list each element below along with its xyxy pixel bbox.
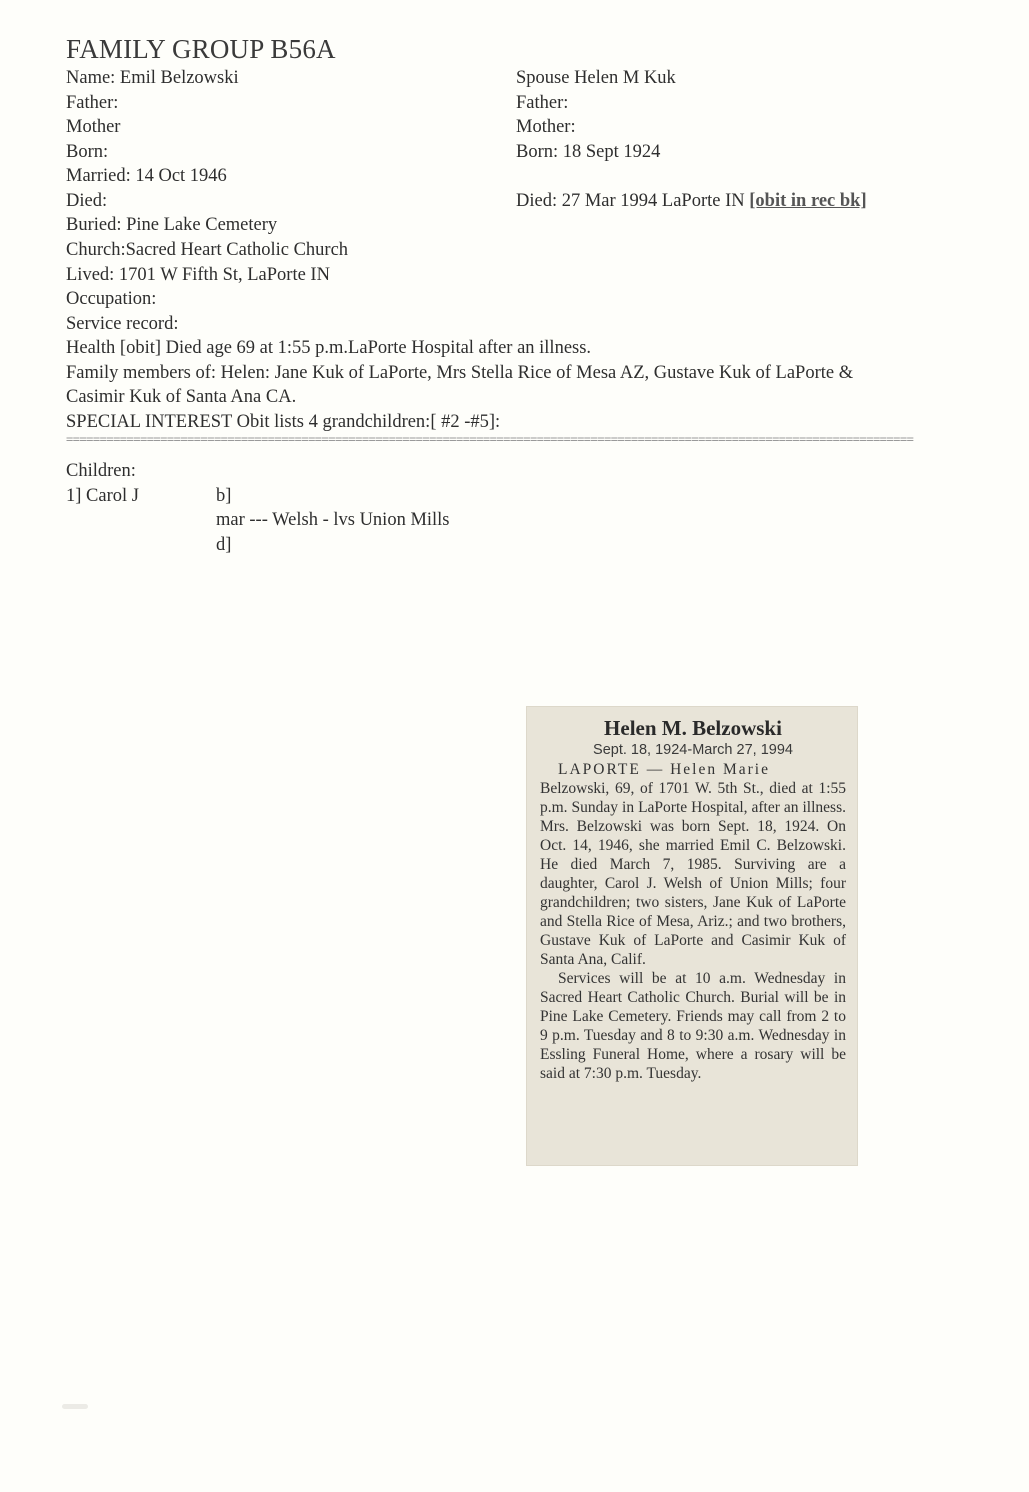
husband-died: Died: xyxy=(66,191,108,211)
obituary-paragraph-1: Belzowski, 69, of 1701 W. 5th St., died at 1:55 p.m. Sunday in LaPorte Hospital, after an illness. Mrs. Belzowski was born Sept. 18, 1924. On Oct. 14, 1946, she married Emil C. Belzowski. He died March 7, 1985. Surviving are a daughter, Carol J. Welsh of Union Mills; four grandchildren; two sisters, Jane Kuk of LaPorte and Stella Rice of Mesa, Ariz.; and two brothers, Gustave Kuk of LaPorte and Casimir Kuk of Santa Ana, Calif. xyxy=(540,780,846,968)
special-interest: SPECIAL INTEREST Obit lists 4 grandchildren:[ #2 -#5]: xyxy=(66,412,501,432)
family-members-line-1: Family members of: Helen: Jane Kuk of LaPorte, Mrs Stella Rice of Mesa AZ, Gustave Kuk of LaPorte & xyxy=(66,363,854,383)
obituary-body xyxy=(540,760,846,1083)
residence: Lived: 1701 W Fifth St, LaPorte IN xyxy=(66,265,330,285)
husband-father: Father: xyxy=(66,93,119,113)
occupation: Occupation: xyxy=(66,289,157,309)
church: Church:Sacred Heart Catholic Church xyxy=(66,240,349,260)
health-note: Health [obit] Died age 69 at 1:55 p.m.LaPorte Hospital after an illness. xyxy=(66,338,592,358)
spouse-father: Father: xyxy=(516,93,569,113)
service-record: Service record: xyxy=(66,314,179,334)
obituary-lead: LAPORTE — Helen Marie xyxy=(558,761,770,778)
scan-speck xyxy=(62,1404,88,1409)
children-label: Children: xyxy=(66,461,136,481)
obituary-dates: Sept. 18, 1924-March 27, 1994 xyxy=(593,742,793,758)
husband-name: Name: Emil Belzowski xyxy=(66,68,239,88)
spouse-died-line xyxy=(516,189,867,213)
husband-mother: Mother xyxy=(66,117,121,137)
child-1-name: 1] Carol J xyxy=(66,486,139,506)
burial: Buried: Pine Lake Cemetery xyxy=(66,215,278,235)
family-members-line-2: Casimir Kuk of Santa Ana CA. xyxy=(66,387,297,407)
section-divider: ============================================================================================================================== xyxy=(66,432,914,446)
child-1-married: mar --- Welsh - lvs Union Mills xyxy=(216,510,450,530)
husband-born: Born: xyxy=(66,142,109,162)
page-title: FAMILY GROUP B56A xyxy=(66,34,336,64)
obituary-paragraph-2: Services will be at 10 a.m. Wednesday in Sacred Heart Catholic Church. Burial will be in Pine Lake Cemetery. Friends may call from 2 to 9 p.m. Tuesday and 8 to 9:30 a.m. Wednesday in Essling Funeral Home, where a rosary will be said at 7:30 p.m. Tuesday. xyxy=(540,970,846,1082)
obituary-heading: Helen M. Belzowski xyxy=(604,716,782,740)
obituary-clipping xyxy=(526,706,858,1166)
child-1-died: d] xyxy=(216,535,232,555)
spouse-mother: Mother: xyxy=(516,117,576,137)
spouse-name: Spouse Helen M Kuk xyxy=(516,68,676,88)
obit-link[interactable]: [obit in rec bk] xyxy=(749,191,867,211)
child-1-born: b] xyxy=(216,486,232,506)
spouse-died: Died: 27 Mar 1994 LaPorte IN xyxy=(516,191,745,211)
spouse-born: Born: 18 Sept 1924 xyxy=(516,142,661,162)
married-date: Married: 14 Oct 1946 xyxy=(66,166,227,186)
